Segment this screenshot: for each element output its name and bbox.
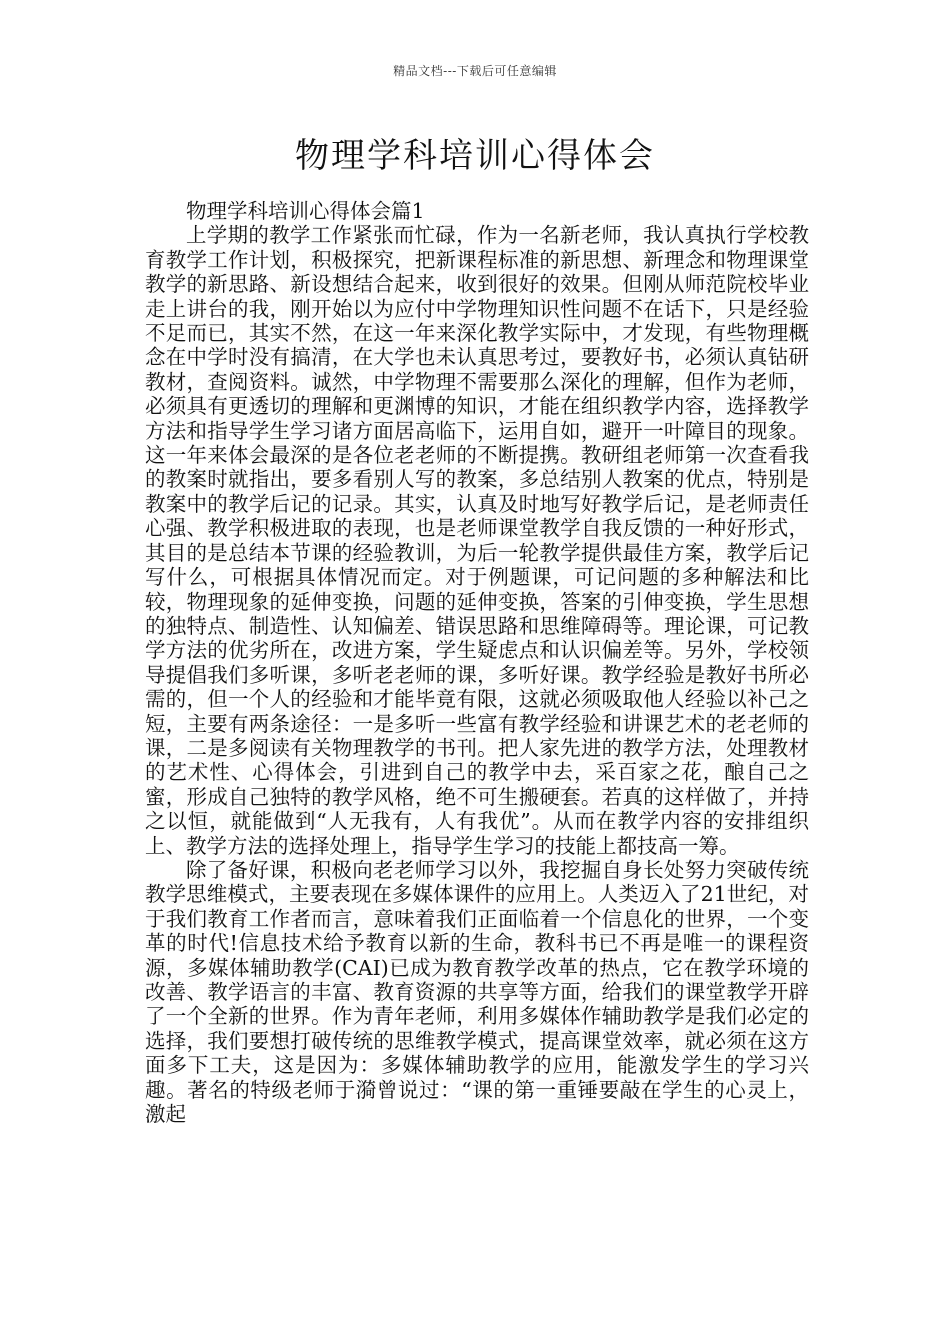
header-note: 精品文档---下载后可任意编辑 bbox=[393, 64, 557, 78]
document-body bbox=[145, 199, 809, 1126]
paragraph-1: 上学期的教学工作紧张而忙碌，作为一名新老师，我认真执行学校教育教学工作计划，积极探究，把新课程标准的新思想、新理念和物理课堂教学的新思路、新设想结合起来，收到很好的效果。但刚从师范院校毕业走上讲台的我，刚开始以为应付中学物理知识性问题不在话下，只是经验不足而已，其实不然，在这一年来深化教学实际中，才发现，有些物理概念在中学时没有搞清，在大学也未认真思考过，要教好书，必须认真钻研教材，查阅资料。诚然，中学物理不需要那么深化的理解，但作为老师，必须具有更透切的理解和更渊博的知识，才能在组织教学内容，选择教学方法和指导学生学习诸方面居高临下，运用自如，避开一叶障目的现象。这一年来体会最深的是各位老老师的不断提携。教研组老师第一次查看我的教案时就指出，要多看别人写的教案，多总结别人教案的优点，特别是教案中的教学后记的记录。其实，认真及时地写好教学后记，是老师责任心强、教学积极进取的表现，也是老师课堂教学自我反馈的一种好形式，其目的是总结本节课的经验教训，为后一轮教学提供最佳方案，教学后记写什么，可根据具体情况而定。对于例题课，可记问题的多种解法和比较，物理现象的延伸变换，问题的延伸变换，答案的引伸变换，学生思想的独特点、制造性、认知偏差、错误思路和思维障碍等。理论课，可记教学方法的优劣所在，改进方案，学生疑虑点和认识偏差等。另外，学校领导提倡我们多听课，多听老老师的课，多听好课。教学经验是教好书所必需的，但一个人的经验和才能毕竟有限，这就必须吸取他人经验以补己之短，主要有两条途径：一是多听一些富有教学经验和讲课艺术的老老师的课，二是多阅读有关物理教学的书刊。把人家先进的教学方法，处理教材的艺术性、心得体会，引进到自己的教学中去，采百家之花，酿自己之蜜，形成自己独特的教学风格，绝不可生搬硬套。若真的这样做了，并持之以恒，就能做到“人无我有，人有我优”。从而在教学内容的安排组织上、教学方法的选择处理上，指导学生学习的技能上都技高一筹。 bbox=[145, 223, 809, 858]
paragraph-2: 除了备好课，积极向老老师学习以外，我挖掘自身长处努力突破传统教学思维模式，主要表现在多媒体课件的应用上。人类迈入了21世纪，对于我们教育工作者而言，意味着我们正面临着一个信息化的世界，一个变革的时代!信息技术给予教育以新的生命，教科书已不再是唯一的课程资源，多媒体辅助教学(CAI)已成为教育教学改革的热点，它在教学环境的改善、教学语言的丰富、教育资源的共享等方面，给我们的课堂教学开辟了一个全新的世界。作为青年老师，利用多媒体作辅助教学是我们必定的选择，我们要想打破传统的思维教学模式，提高课堂效率，就必须在这方面多下工夫，这是因为：多媒体辅助教学的应用，能激发学生的学习兴趣。著名的特级老师于漪曾说过：“课的第一重锤要敲在学生的心灵上，激起 bbox=[145, 857, 809, 1127]
document-title: 物理学科培训心得体会 bbox=[295, 136, 655, 176]
section-heading: 物理学科培训心得体会篇1 bbox=[186, 199, 425, 223]
